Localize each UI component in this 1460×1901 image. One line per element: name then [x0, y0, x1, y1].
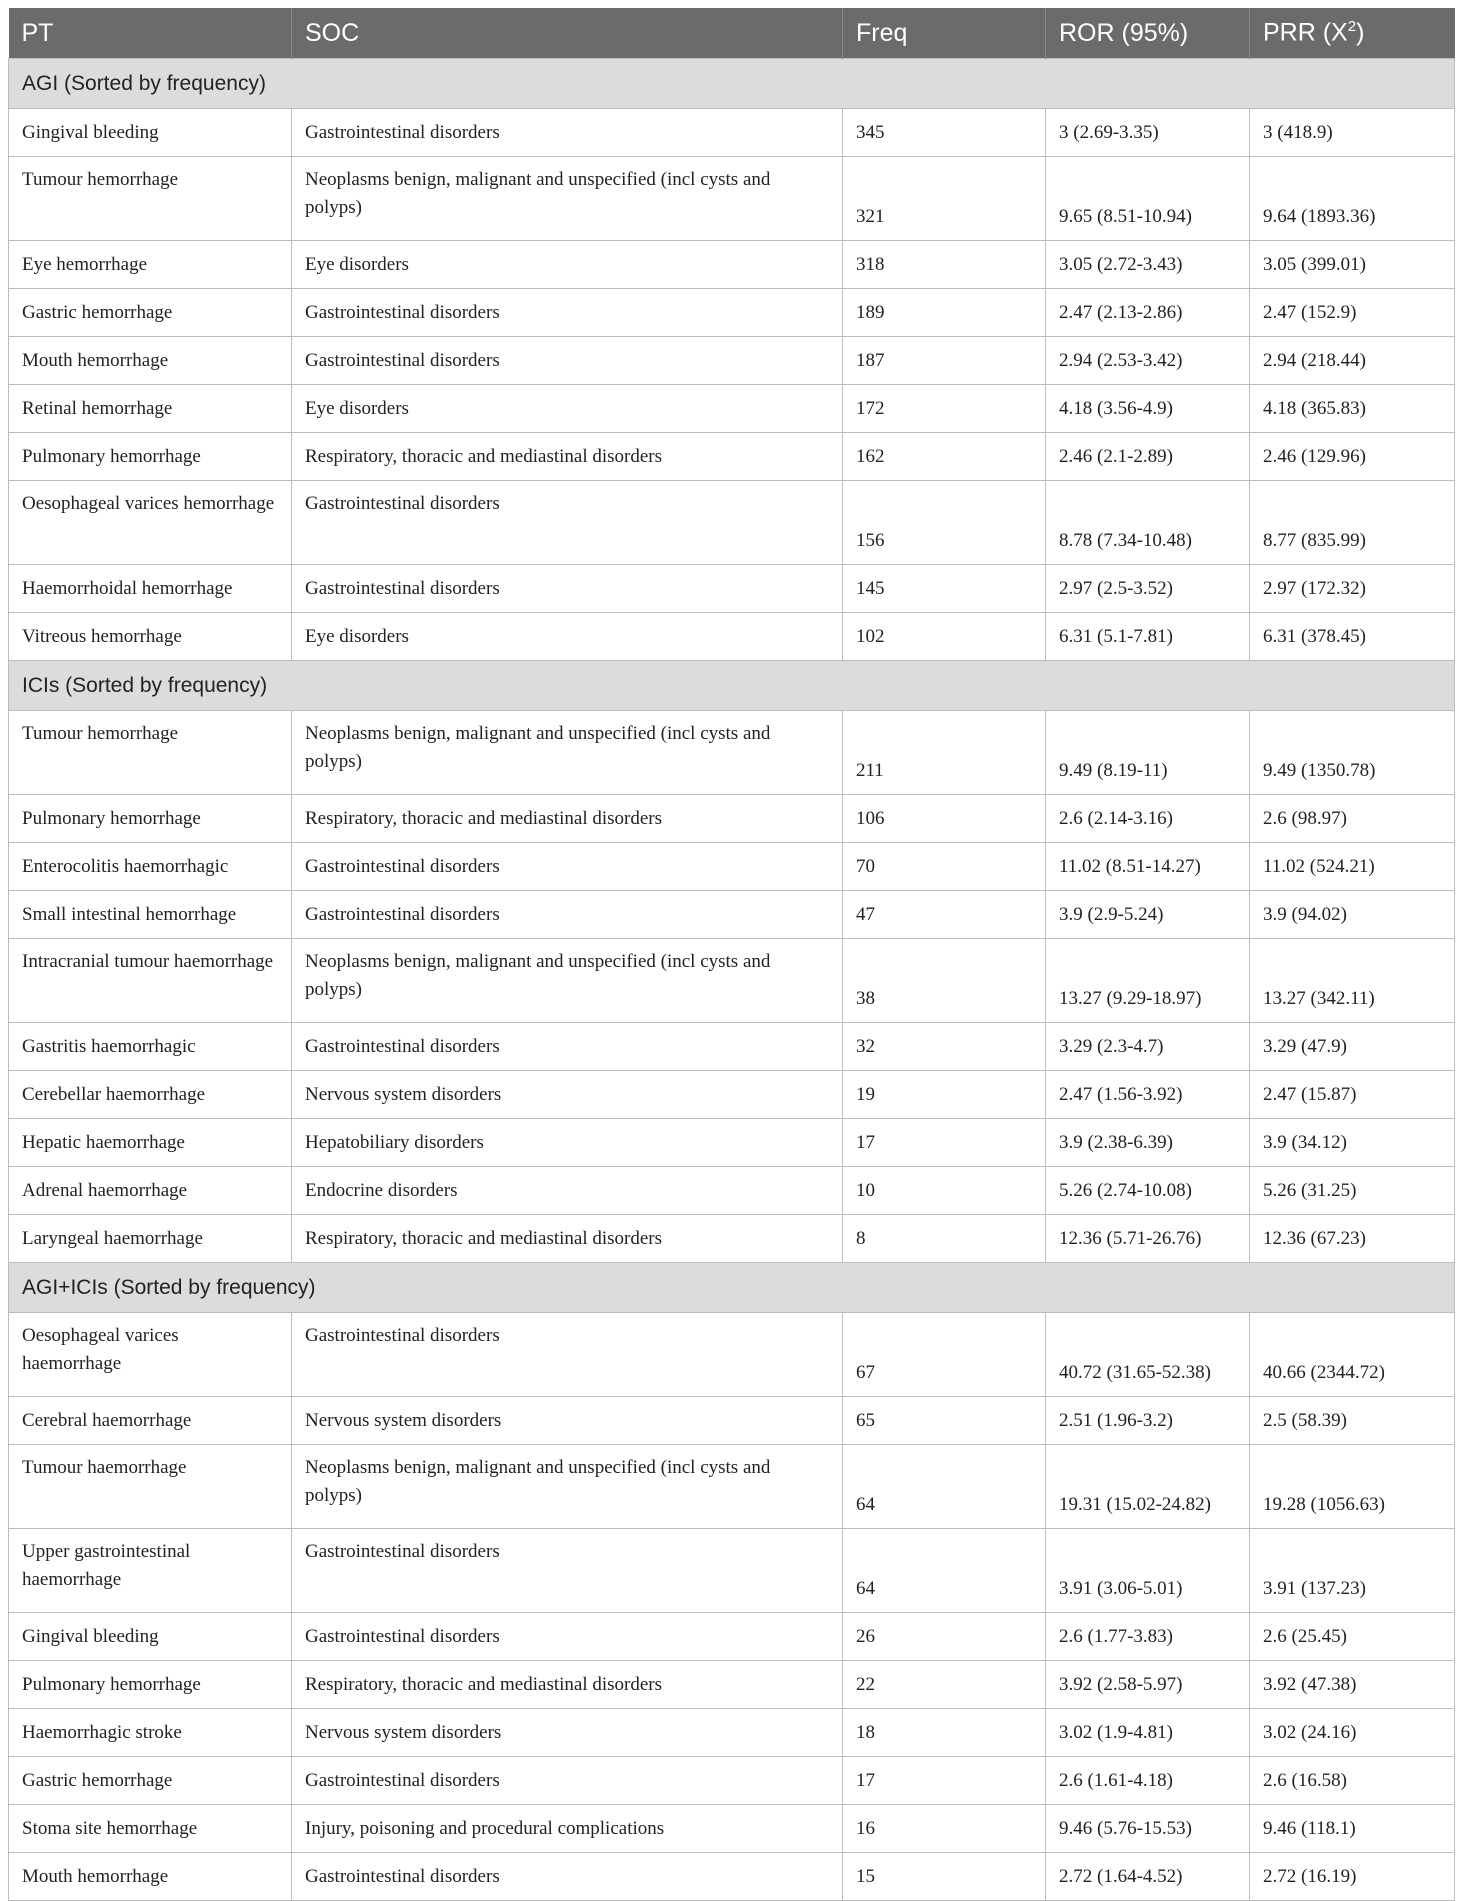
- cell-soc: Gastrointestinal disorders: [292, 1313, 843, 1397]
- cell-freq: 187: [843, 337, 1046, 385]
- table-row: [9, 241, 1455, 289]
- cell-ror: 9.46 (5.76-15.53): [1046, 1805, 1250, 1853]
- cell-pt: Gastric hemorrhage: [9, 289, 292, 337]
- header-row: [9, 8, 1455, 59]
- cell-ror: 40.72 (31.65-52.38): [1046, 1313, 1250, 1397]
- header-pt: PT: [9, 8, 292, 59]
- table-row: [9, 1119, 1455, 1167]
- adverse-events-table: [8, 8, 1455, 1901]
- section-header-row: [9, 59, 1455, 109]
- cell-prr: 3.05 (399.01): [1250, 241, 1455, 289]
- cell-prr: 2.47 (15.87): [1250, 1071, 1455, 1119]
- header-soc: SOC: [292, 8, 843, 59]
- cell-prr: 9.46 (118.1): [1250, 1805, 1455, 1853]
- table-body: [9, 59, 1455, 1901]
- table-row: [9, 711, 1455, 795]
- cell-ror: 2.6 (2.14-3.16): [1046, 795, 1250, 843]
- section-header-row: [9, 1263, 1455, 1313]
- cell-pt: Mouth hemorrhage: [9, 1853, 292, 1901]
- table-container: [8, 8, 1454, 1901]
- cell-pt: Retinal hemorrhage: [9, 385, 292, 433]
- cell-pt: Enterocolitis haemorrhagic: [9, 843, 292, 891]
- cell-pt: Haemorrhagic stroke: [9, 1709, 292, 1757]
- cell-prr: 2.94 (218.44): [1250, 337, 1455, 385]
- cell-prr: 2.72 (16.19): [1250, 1853, 1455, 1901]
- header-ror: ROR (95%): [1046, 8, 1250, 59]
- cell-pt: Vitreous hemorrhage: [9, 613, 292, 661]
- cell-freq: 162: [843, 433, 1046, 481]
- cell-freq: 156: [843, 481, 1046, 565]
- cell-ror: 2.6 (1.77-3.83): [1046, 1613, 1250, 1661]
- cell-freq: 19: [843, 1071, 1046, 1119]
- cell-ror: 9.49 (8.19-11): [1046, 711, 1250, 795]
- header-prr-close: ): [1356, 18, 1365, 47]
- table-row: [9, 1445, 1455, 1529]
- cell-pt: Laryngeal haemorrhage: [9, 1215, 292, 1263]
- cell-soc: Respiratory, thoracic and mediastinal disorders: [292, 433, 843, 481]
- section-header-row: [9, 661, 1455, 711]
- cell-freq: 17: [843, 1119, 1046, 1167]
- cell-prr: 2.6 (25.45): [1250, 1613, 1455, 1661]
- cell-pt: Oesophageal varices haemorrhage: [9, 1313, 292, 1397]
- cell-ror: 2.97 (2.5-3.52): [1046, 565, 1250, 613]
- cell-ror: 2.51 (1.96-3.2): [1046, 1397, 1250, 1445]
- header-prr-label: PRR (X: [1263, 18, 1348, 47]
- cell-freq: 145: [843, 565, 1046, 613]
- cell-soc: Injury, poisoning and procedural complications: [292, 1805, 843, 1853]
- cell-freq: 106: [843, 795, 1046, 843]
- cell-freq: 8: [843, 1215, 1046, 1263]
- cell-prr: 13.27 (342.11): [1250, 939, 1455, 1023]
- cell-pt: Gingival bleeding: [9, 1613, 292, 1661]
- cell-ror: 3.91 (3.06-5.01): [1046, 1529, 1250, 1613]
- table-row: [9, 157, 1455, 241]
- cell-pt: Cerebral haemorrhage: [9, 1397, 292, 1445]
- table-row: [9, 613, 1455, 661]
- cell-pt: Mouth hemorrhage: [9, 337, 292, 385]
- cell-ror: 2.47 (1.56-3.92): [1046, 1071, 1250, 1119]
- cell-soc: Neoplasms benign, malignant and unspecified (incl cysts and polyps): [292, 157, 843, 241]
- cell-soc: Neoplasms benign, malignant and unspecified (incl cysts and polyps): [292, 711, 843, 795]
- cell-freq: 18: [843, 1709, 1046, 1757]
- cell-pt: Haemorrhoidal hemorrhage: [9, 565, 292, 613]
- cell-soc: Nervous system disorders: [292, 1709, 843, 1757]
- cell-soc: Gastrointestinal disorders: [292, 481, 843, 565]
- table-row: [9, 1529, 1455, 1613]
- table-row: [9, 1397, 1455, 1445]
- table-row: [9, 795, 1455, 843]
- cell-freq: 47: [843, 891, 1046, 939]
- table-row: [9, 1757, 1455, 1805]
- table-row: [9, 1313, 1455, 1397]
- section-title: AGI+ICIs (Sorted by frequency): [9, 1263, 1455, 1313]
- cell-soc: Gastrointestinal disorders: [292, 1529, 843, 1613]
- cell-prr: 5.26 (31.25): [1250, 1167, 1455, 1215]
- cell-prr: 2.97 (172.32): [1250, 565, 1455, 613]
- cell-freq: 38: [843, 939, 1046, 1023]
- cell-ror: 2.46 (2.1-2.89): [1046, 433, 1250, 481]
- cell-prr: 8.77 (835.99): [1250, 481, 1455, 565]
- cell-soc: Gastrointestinal disorders: [292, 565, 843, 613]
- cell-soc: Eye disorders: [292, 613, 843, 661]
- cell-prr: 2.5 (58.39): [1250, 1397, 1455, 1445]
- cell-ror: 3.05 (2.72-3.43): [1046, 241, 1250, 289]
- cell-soc: Gastrointestinal disorders: [292, 843, 843, 891]
- cell-pt: Gastritis haemorrhagic: [9, 1023, 292, 1071]
- cell-freq: 32: [843, 1023, 1046, 1071]
- table-row: [9, 843, 1455, 891]
- cell-ror: 6.31 (5.1-7.81): [1046, 613, 1250, 661]
- cell-freq: 64: [843, 1529, 1046, 1613]
- table-row: [9, 433, 1455, 481]
- cell-ror: 3 (2.69-3.35): [1046, 109, 1250, 157]
- table-row: [9, 1215, 1455, 1263]
- cell-pt: Tumour hemorrhage: [9, 157, 292, 241]
- cell-soc: Nervous system disorders: [292, 1397, 843, 1445]
- table-row: [9, 891, 1455, 939]
- cell-soc: Gastrointestinal disorders: [292, 1757, 843, 1805]
- cell-ror: 9.65 (8.51-10.94): [1046, 157, 1250, 241]
- cell-prr: 3.02 (24.16): [1250, 1709, 1455, 1757]
- cell-ror: 3.92 (2.58-5.97): [1046, 1661, 1250, 1709]
- cell-prr: 3.9 (34.12): [1250, 1119, 1455, 1167]
- cell-pt: Cerebellar haemorrhage: [9, 1071, 292, 1119]
- cell-ror: 5.26 (2.74-10.08): [1046, 1167, 1250, 1215]
- cell-pt: Eye hemorrhage: [9, 241, 292, 289]
- cell-prr: 2.6 (16.58): [1250, 1757, 1455, 1805]
- cell-pt: Stoma site hemorrhage: [9, 1805, 292, 1853]
- cell-freq: 318: [843, 241, 1046, 289]
- cell-ror: 3.9 (2.38-6.39): [1046, 1119, 1250, 1167]
- cell-freq: 64: [843, 1445, 1046, 1529]
- cell-ror: 3.02 (1.9-4.81): [1046, 1709, 1250, 1757]
- cell-pt: Intracranial tumour haemorrhage: [9, 939, 292, 1023]
- table-row: [9, 1613, 1455, 1661]
- table-row: [9, 1071, 1455, 1119]
- table-row: [9, 1661, 1455, 1709]
- cell-soc: Endocrine disorders: [292, 1167, 843, 1215]
- cell-freq: 26: [843, 1613, 1046, 1661]
- table-row: [9, 385, 1455, 433]
- cell-ror: 3.9 (2.9-5.24): [1046, 891, 1250, 939]
- cell-prr: 2.6 (98.97): [1250, 795, 1455, 843]
- cell-freq: 17: [843, 1757, 1046, 1805]
- cell-ror: 12.36 (5.71-26.76): [1046, 1215, 1250, 1263]
- table-row: [9, 1167, 1455, 1215]
- cell-soc: Nervous system disorders: [292, 1071, 843, 1119]
- table-row: [9, 1805, 1455, 1853]
- table-row: [9, 289, 1455, 337]
- cell-freq: 70: [843, 843, 1046, 891]
- cell-prr: 3.29 (47.9): [1250, 1023, 1455, 1071]
- cell-soc: Gastrointestinal disorders: [292, 1613, 843, 1661]
- cell-soc: Gastrointestinal disorders: [292, 109, 843, 157]
- cell-soc: Respiratory, thoracic and mediastinal disorders: [292, 1661, 843, 1709]
- cell-pt: Tumour hemorrhage: [9, 711, 292, 795]
- table-row: [9, 337, 1455, 385]
- cell-pt: Oesophageal varices hemorrhage: [9, 481, 292, 565]
- cell-ror: 4.18 (3.56-4.9): [1046, 385, 1250, 433]
- cell-freq: 65: [843, 1397, 1046, 1445]
- cell-prr: 3.91 (137.23): [1250, 1529, 1455, 1613]
- cell-prr: 2.46 (129.96): [1250, 433, 1455, 481]
- cell-ror: 2.47 (2.13-2.86): [1046, 289, 1250, 337]
- cell-soc: Eye disorders: [292, 241, 843, 289]
- cell-prr: 40.66 (2344.72): [1250, 1313, 1455, 1397]
- header-prr: [1250, 8, 1455, 59]
- cell-pt: Adrenal haemorrhage: [9, 1167, 292, 1215]
- cell-ror: 3.29 (2.3-4.7): [1046, 1023, 1250, 1071]
- cell-soc: Gastrointestinal disorders: [292, 891, 843, 939]
- cell-freq: 102: [843, 613, 1046, 661]
- cell-pt: Hepatic haemorrhage: [9, 1119, 292, 1167]
- cell-freq: 211: [843, 711, 1046, 795]
- section-title: ICIs (Sorted by frequency): [9, 661, 1455, 711]
- cell-prr: 3.92 (47.38): [1250, 1661, 1455, 1709]
- table-row: [9, 1023, 1455, 1071]
- cell-ror: 13.27 (9.29-18.97): [1046, 939, 1250, 1023]
- cell-pt: Tumour haemorrhage: [9, 1445, 292, 1529]
- header-prr-superscript: 2: [1347, 18, 1357, 36]
- cell-soc: Eye disorders: [292, 385, 843, 433]
- cell-ror: 8.78 (7.34-10.48): [1046, 481, 1250, 565]
- cell-freq: 15: [843, 1853, 1046, 1901]
- cell-ror: 2.94 (2.53-3.42): [1046, 337, 1250, 385]
- cell-pt: Gastric hemorrhage: [9, 1757, 292, 1805]
- table-row: [9, 481, 1455, 565]
- cell-prr: 19.28 (1056.63): [1250, 1445, 1455, 1529]
- table-row: [9, 1709, 1455, 1757]
- cell-soc: Gastrointestinal disorders: [292, 1853, 843, 1901]
- cell-soc: Respiratory, thoracic and mediastinal disorders: [292, 1215, 843, 1263]
- cell-pt: Pulmonary hemorrhage: [9, 433, 292, 481]
- cell-prr: 9.49 (1350.78): [1250, 711, 1455, 795]
- cell-prr: 6.31 (378.45): [1250, 613, 1455, 661]
- cell-ror: 11.02 (8.51-14.27): [1046, 843, 1250, 891]
- table-row: [9, 565, 1455, 613]
- cell-prr: 4.18 (365.83): [1250, 385, 1455, 433]
- cell-freq: 16: [843, 1805, 1046, 1853]
- cell-pt: Small intestinal hemorrhage: [9, 891, 292, 939]
- cell-soc: Gastrointestinal disorders: [292, 337, 843, 385]
- cell-soc: Hepatobiliary disorders: [292, 1119, 843, 1167]
- cell-freq: 189: [843, 289, 1046, 337]
- cell-soc: Gastrointestinal disorders: [292, 289, 843, 337]
- section-title: AGI (Sorted by frequency): [9, 59, 1455, 109]
- cell-prr: 2.47 (152.9): [1250, 289, 1455, 337]
- header-freq: Freq: [843, 8, 1046, 59]
- cell-prr: 9.64 (1893.36): [1250, 157, 1455, 241]
- cell-pt: Upper gastrointestinal haemorrhage: [9, 1529, 292, 1613]
- cell-freq: 345: [843, 109, 1046, 157]
- cell-soc: Respiratory, thoracic and mediastinal disorders: [292, 795, 843, 843]
- cell-freq: 321: [843, 157, 1046, 241]
- cell-soc: Neoplasms benign, malignant and unspecified (incl cysts and polyps): [292, 1445, 843, 1529]
- table-row: [9, 109, 1455, 157]
- cell-freq: 172: [843, 385, 1046, 433]
- cell-soc: Gastrointestinal disorders: [292, 1023, 843, 1071]
- cell-prr: 11.02 (524.21): [1250, 843, 1455, 891]
- cell-prr: 3.9 (94.02): [1250, 891, 1455, 939]
- cell-freq: 67: [843, 1313, 1046, 1397]
- cell-prr: 12.36 (67.23): [1250, 1215, 1455, 1263]
- cell-pt: Gingival bleeding: [9, 109, 292, 157]
- cell-ror: 19.31 (15.02-24.82): [1046, 1445, 1250, 1529]
- cell-freq: 10: [843, 1167, 1046, 1215]
- cell-prr: 3 (418.9): [1250, 109, 1455, 157]
- cell-pt: Pulmonary hemorrhage: [9, 795, 292, 843]
- cell-ror: 2.6 (1.61-4.18): [1046, 1757, 1250, 1805]
- cell-pt: Pulmonary hemorrhage: [9, 1661, 292, 1709]
- table-row: [9, 939, 1455, 1023]
- cell-soc: Neoplasms benign, malignant and unspecified (incl cysts and polyps): [292, 939, 843, 1023]
- cell-freq: 22: [843, 1661, 1046, 1709]
- cell-ror: 2.72 (1.64-4.52): [1046, 1853, 1250, 1901]
